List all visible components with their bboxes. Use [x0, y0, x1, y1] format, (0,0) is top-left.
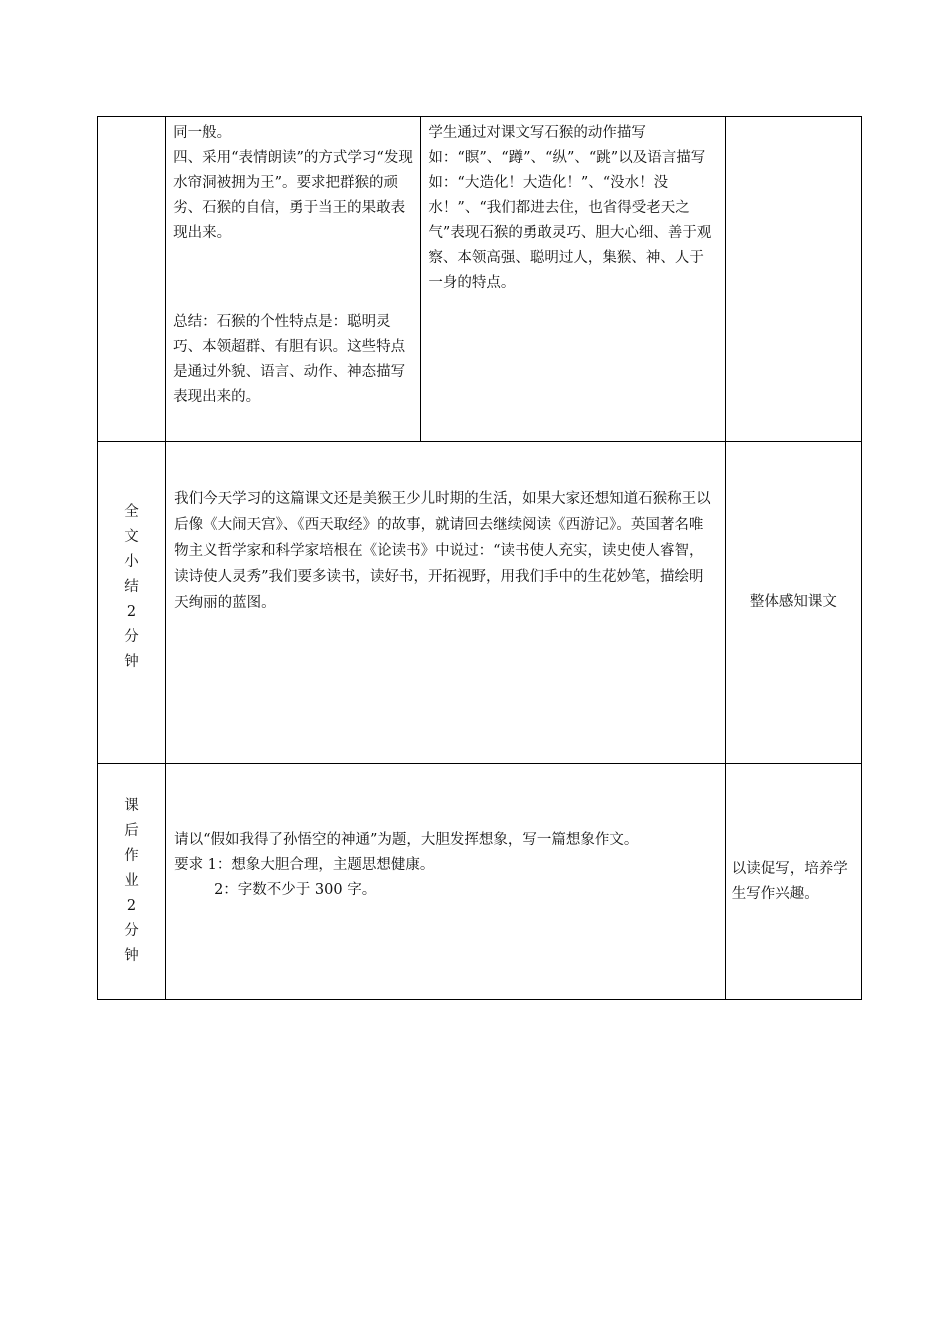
teacher-step-four: 四、采用“表情朗读”的方式学习“发现水帘洞被拥为王”。要求把群猴的顽劣、石猴的自信，勇于当王的果敢表现出来。	[173, 150, 413, 241]
homework-content-cell	[166, 764, 726, 1000]
label-char: 文	[124, 529, 139, 545]
label-char: 2	[126, 604, 137, 620]
label-char: 分	[124, 629, 139, 645]
table-row	[98, 117, 862, 442]
summary-text: 我们今天学习的这篇课文还是美猴王少儿时期的生活，如果大家还想知道石猴称王以后像《大闹天宫》、《西天取经》的故事，就请回去继续阅读《西游记》。英国著名唯物主义哲学家和科学家培根在《论读书》中说过：“读书使人充实，读史使人睿智，读诗使人灵秀”我们要多读书，读好书，开拓视野，用我们手中的生花妙笔，描绘明天绚丽的蓝图。	[174, 491, 711, 611]
homework-requirement-2: 2：字数不少于 300 字。	[214, 882, 377, 898]
lesson-plan-table	[97, 116, 862, 1000]
row-label-cell	[98, 117, 166, 442]
teacher-summary: 总结：石猴的个性特点是：聪明灵巧、本领超群、有胆有识。这些特点是通过外貌、语言、动作、神态描写表现出来的。	[173, 314, 406, 405]
label-char: 全	[124, 504, 139, 520]
homework-requirement-1: 要求 1：想象大胆合理，主题思想健康。	[174, 857, 435, 873]
student-activity-cell	[421, 117, 725, 442]
homework-prompt: 请以“假如我得了孙悟空的神通”为题，大胆发挥想象，写一篇想象作文。	[174, 832, 639, 848]
summary-note: 整体感知课文	[749, 594, 837, 610]
label-char: 小	[124, 554, 139, 570]
homework-note-cell	[725, 764, 861, 1000]
label-char: 分	[124, 923, 139, 939]
summary-note-cell	[725, 442, 861, 764]
section-label-summary	[98, 442, 166, 764]
table-row	[98, 442, 862, 764]
label-char: 作	[124, 848, 139, 864]
label-char: 钟	[124, 948, 139, 964]
section-label-homework	[98, 764, 166, 1000]
label-char: 课	[124, 798, 139, 814]
teacher-activity-cell	[166, 117, 421, 442]
label-char: 2	[126, 898, 137, 914]
note-cell	[725, 117, 861, 442]
table-row	[98, 764, 862, 1000]
teacher-text-line: 同一般。	[173, 125, 232, 141]
label-char: 结	[124, 579, 139, 595]
label-char: 后	[124, 823, 139, 839]
homework-note: 以读促写，培养学生写作兴趣。	[731, 860, 848, 902]
spacer	[173, 246, 413, 310]
label-char: 钟	[124, 654, 139, 670]
summary-content-cell	[166, 442, 726, 764]
label-char: 业	[124, 873, 139, 889]
student-analysis-text: 学生通过对课文写石猴的动作描写如：“瞑”、“蹲”、“纵”、“跳”以及语言描写如：“大造化！大造化！”、“没水！没水！”、“我们都进去住，也省得受老天之气”表现石猴的勇敢灵巧、胆大心细、善于观察、本领高强、聪明过人，集猴、神、人于一身的特点。	[428, 125, 712, 291]
